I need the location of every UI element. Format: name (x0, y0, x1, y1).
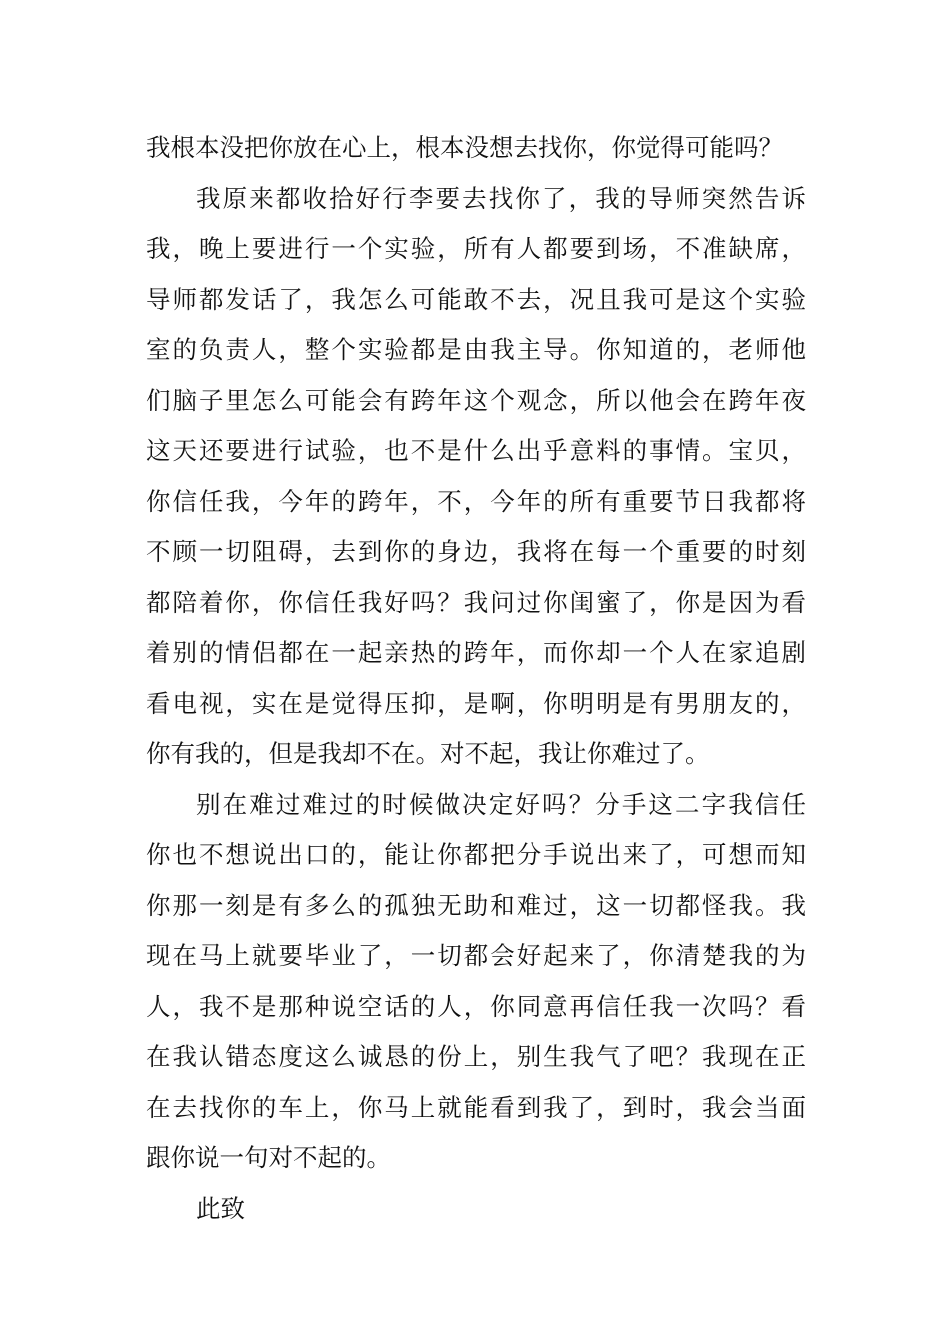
closing-salutation: 此致 (196, 1194, 245, 1223)
text-line-6: 们脑子里怎么可能会有跨年这个观念，所以他会在跨年夜 (146, 386, 806, 415)
text-line-1: 我根本没把你放在心上，根本没想去找你，你觉得可能吗？ (146, 133, 783, 162)
text-line-2: 我原来都收拾好行李要去找你了，我的导师突然告诉 (196, 184, 806, 213)
text-line-3: 我，晚上要进行一个实验，所有人都要到场，不准缺席， (146, 234, 806, 263)
text-line-21: 跟你说一句对不起的。 (146, 1143, 391, 1172)
text-line-16: 你那一刻是有多么的孤独无助和难过，这一切都怪我。我 (146, 891, 806, 920)
text-line-12: 看电视，实在是觉得压抑，是啊，你明明是有男朋友的， (146, 689, 806, 718)
text-line-11: 着别的情侣都在一起亲热的跨年，而你却一个人在家追剧 (146, 638, 806, 667)
text-line-5: 室的负责人，整个实验都是由我主导。你知道的，老师他 (146, 335, 806, 364)
text-line-13: 你有我的，但是我却不在。对不起，我让你难过了。 (146, 739, 710, 768)
text-line-18: 人，我不是那种说空话的人，你同意再信任我一次吗？看 (146, 992, 806, 1021)
text-line-4: 导师都发话了，我怎么可能敢不去，况且我可是这个实验 (146, 285, 806, 314)
text-line-15: 你也不想说出口的，能让你都把分手说出来了，可想而知 (146, 840, 806, 869)
text-line-9: 不顾一切阻碍，去到你的身边，我将在每一个重要的时刻 (146, 537, 806, 566)
text-line-10: 都陪着你，你信任我好吗？我问过你闺蜜了，你是因为看 (146, 588, 806, 617)
text-line-20: 在去找你的车上，你马上就能看到我了，到时，我会当面 (146, 1093, 806, 1122)
text-line-14: 别在难过难过的时候做决定好吗？分手这二字我信任 (196, 790, 806, 819)
text-line-8: 你信任我，今年的跨年，不，今年的所有重要节日我都将 (146, 487, 806, 516)
text-line-19: 在我认错态度这么诚恳的份上，别生我气了吧？我现在正 (146, 1042, 806, 1071)
text-line-7: 这天还要进行试验，也不是什么出乎意料的事情。宝贝， (146, 436, 806, 465)
text-line-17: 现在马上就要毕业了，一切都会好起来了，你清楚我的为 (146, 941, 806, 970)
